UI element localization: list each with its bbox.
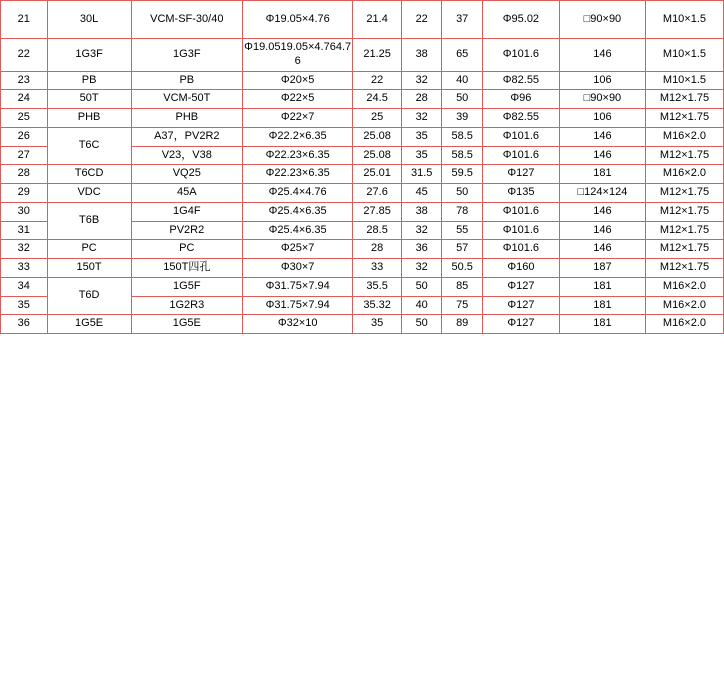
table-row <box>1 259 724 278</box>
cell-square: 146 <box>559 146 645 165</box>
table-row <box>1 71 724 90</box>
cell-val_c: 85 <box>442 277 483 296</box>
cell-diameter: Φ82.55 <box>482 71 559 90</box>
cell-square: 181 <box>559 315 645 334</box>
cell-val_a: 21.4 <box>353 1 402 39</box>
cell-val_c: 65 <box>442 39 483 72</box>
cell-dimension: Φ25×7 <box>242 240 352 259</box>
cell-thread: M12×1.75 <box>645 221 723 240</box>
cell-model: PV2R2 <box>131 221 242 240</box>
table-row <box>1 90 724 109</box>
cell-no: 31 <box>1 221 48 240</box>
cell-thread: M12×1.75 <box>645 240 723 259</box>
cell-val_a: 25.08 <box>353 146 402 165</box>
cell-val_b: 50 <box>401 277 442 296</box>
cell-no: 32 <box>1 240 48 259</box>
cell-val_b: 38 <box>401 39 442 72</box>
cell-no: 28 <box>1 165 48 184</box>
cell-val_c: 50 <box>442 184 483 203</box>
cell-val_c: 58.5 <box>442 146 483 165</box>
cell-no: 21 <box>1 1 48 39</box>
cell-model_group: VDC <box>47 184 131 203</box>
cell-thread: M12×1.75 <box>645 146 723 165</box>
cell-model: PB <box>131 71 242 90</box>
cell-thread: M16×2.0 <box>645 296 723 315</box>
cell-square: 146 <box>559 240 645 259</box>
cell-val_c: 37 <box>442 1 483 39</box>
cell-square: 181 <box>559 296 645 315</box>
specification-table <box>0 0 724 334</box>
cell-val_a: 33 <box>353 259 402 278</box>
table-body <box>1 1 724 334</box>
cell-diameter: Φ101.6 <box>482 39 559 72</box>
cell-val_b: 35 <box>401 127 442 146</box>
cell-val_c: 50 <box>442 90 483 109</box>
cell-model: 45A <box>131 184 242 203</box>
cell-square: 106 <box>559 109 645 128</box>
cell-model_group: T6B <box>47 202 131 240</box>
cell-model: 150T四孔 <box>131 259 242 278</box>
cell-diameter: Φ127 <box>482 165 559 184</box>
table-row <box>1 277 724 296</box>
cell-square: 146 <box>559 39 645 72</box>
cell-no: 24 <box>1 90 48 109</box>
cell-diameter: Φ135 <box>482 184 559 203</box>
cell-val_a: 35.32 <box>353 296 402 315</box>
cell-diameter: Φ101.6 <box>482 221 559 240</box>
cell-no: 26 <box>1 127 48 146</box>
cell-dimension: Φ30×7 <box>242 259 352 278</box>
cell-model: 1G5F <box>131 277 242 296</box>
cell-model: VCM-SF-30/40 <box>131 1 242 39</box>
cell-dimension: Φ31.75×7.94 <box>242 296 352 315</box>
cell-square: 146 <box>559 127 645 146</box>
cell-model_group: T6C <box>47 127 131 165</box>
cell-val_b: 50 <box>401 315 442 334</box>
cell-thread: M16×2.0 <box>645 277 723 296</box>
cell-val_b: 32 <box>401 71 442 90</box>
cell-model_group: T6D <box>47 277 131 315</box>
cell-diameter: Φ127 <box>482 277 559 296</box>
cell-model: A37，PV2R2 <box>131 127 242 146</box>
table-row <box>1 240 724 259</box>
table-row <box>1 202 724 221</box>
cell-dimension: Φ22.23×6.35 <box>242 165 352 184</box>
cell-val_b: 45 <box>401 184 442 203</box>
cell-val_a: 27.6 <box>353 184 402 203</box>
cell-square: 146 <box>559 221 645 240</box>
cell-dimension: Φ32×10 <box>242 315 352 334</box>
cell-diameter: Φ101.6 <box>482 146 559 165</box>
table-row <box>1 315 724 334</box>
cell-thread: M12×1.75 <box>645 202 723 221</box>
cell-thread: M12×1.75 <box>645 90 723 109</box>
cell-no: 36 <box>1 315 48 334</box>
cell-val_b: 22 <box>401 1 442 39</box>
cell-model_group: 1G5E <box>47 315 131 334</box>
cell-model: 1G4F <box>131 202 242 221</box>
cell-diameter: Φ96 <box>482 90 559 109</box>
cell-square: 106 <box>559 71 645 90</box>
cell-model_group: PB <box>47 71 131 90</box>
cell-val_c: 50.5 <box>442 259 483 278</box>
cell-model: 1G2R3 <box>131 296 242 315</box>
cell-no: 30 <box>1 202 48 221</box>
cell-val_a: 28.5 <box>353 221 402 240</box>
cell-dimension: Φ25.4×6.35 <box>242 221 352 240</box>
cell-diameter: Φ101.6 <box>482 202 559 221</box>
cell-diameter: Φ127 <box>482 315 559 334</box>
cell-val_c: 78 <box>442 202 483 221</box>
cell-model_group: 50T <box>47 90 131 109</box>
cell-model: VQ25 <box>131 165 242 184</box>
cell-val_b: 38 <box>401 202 442 221</box>
cell-dimension: Φ22×7 <box>242 109 352 128</box>
cell-val_a: 22 <box>353 71 402 90</box>
cell-val_a: 21.25 <box>353 39 402 72</box>
cell-thread: M10×1.5 <box>645 1 723 39</box>
table-row <box>1 165 724 184</box>
cell-dimension: Φ19.0519.05×4.764.76 <box>242 39 352 72</box>
cell-diameter: Φ101.6 <box>482 127 559 146</box>
table-row <box>1 109 724 128</box>
cell-val_a: 25.08 <box>353 127 402 146</box>
cell-model: 1G3F <box>131 39 242 72</box>
cell-val_c: 57 <box>442 240 483 259</box>
cell-thread: M12×1.75 <box>645 109 723 128</box>
cell-dimension: Φ19.05×4.76 <box>242 1 352 39</box>
cell-no: 27 <box>1 146 48 165</box>
cell-val_c: 55 <box>442 221 483 240</box>
cell-val_c: 75 <box>442 296 483 315</box>
cell-square: □124×124 <box>559 184 645 203</box>
cell-val_b: 35 <box>401 146 442 165</box>
cell-val_b: 28 <box>401 90 442 109</box>
cell-val_b: 40 <box>401 296 442 315</box>
cell-thread: M12×1.75 <box>645 184 723 203</box>
cell-square: □90×90 <box>559 90 645 109</box>
cell-model_group: 1G3F <box>47 39 131 72</box>
cell-thread: M16×2.0 <box>645 127 723 146</box>
cell-dimension: Φ31.75×7.94 <box>242 277 352 296</box>
cell-val_c: 40 <box>442 71 483 90</box>
cell-diameter: Φ82.55 <box>482 109 559 128</box>
cell-no: 25 <box>1 109 48 128</box>
cell-no: 23 <box>1 71 48 90</box>
cell-thread: M16×2.0 <box>645 165 723 184</box>
cell-val_b: 31.5 <box>401 165 442 184</box>
cell-square: 181 <box>559 165 645 184</box>
cell-dimension: Φ22.23×6.35 <box>242 146 352 165</box>
cell-thread: M16×2.0 <box>645 315 723 334</box>
cell-val_a: 24.5 <box>353 90 402 109</box>
cell-val_c: 39 <box>442 109 483 128</box>
table-row <box>1 39 724 72</box>
cell-val_b: 32 <box>401 259 442 278</box>
cell-val_b: 32 <box>401 221 442 240</box>
cell-val_a: 27.85 <box>353 202 402 221</box>
table-row <box>1 184 724 203</box>
table-row <box>1 127 724 146</box>
cell-diameter: Φ160 <box>482 259 559 278</box>
cell-val_a: 28 <box>353 240 402 259</box>
cell-no: 34 <box>1 277 48 296</box>
cell-val_a: 25.01 <box>353 165 402 184</box>
cell-model_group: PC <box>47 240 131 259</box>
cell-diameter: Φ101.6 <box>482 240 559 259</box>
cell-model: 1G5E <box>131 315 242 334</box>
cell-model_group: PHB <box>47 109 131 128</box>
cell-val_a: 25 <box>353 109 402 128</box>
cell-diameter: Φ127 <box>482 296 559 315</box>
cell-val_c: 58.5 <box>442 127 483 146</box>
cell-thread: M10×1.5 <box>645 39 723 72</box>
cell-val_b: 36 <box>401 240 442 259</box>
cell-dimension: Φ22×5 <box>242 90 352 109</box>
cell-model_group: 30L <box>47 1 131 39</box>
cell-model: PC <box>131 240 242 259</box>
cell-val_a: 35 <box>353 315 402 334</box>
cell-model: PHB <box>131 109 242 128</box>
cell-val_a: 35.5 <box>353 277 402 296</box>
cell-model: V23，V38 <box>131 146 242 165</box>
table-row <box>1 1 724 39</box>
cell-thread: M10×1.5 <box>645 71 723 90</box>
cell-dimension: Φ22.2×6.35 <box>242 127 352 146</box>
cell-dimension: Φ25.4×6.35 <box>242 202 352 221</box>
cell-val_b: 32 <box>401 109 442 128</box>
cell-square: 181 <box>559 277 645 296</box>
cell-no: 33 <box>1 259 48 278</box>
cell-dimension: Φ25.4×4.76 <box>242 184 352 203</box>
cell-val_c: 89 <box>442 315 483 334</box>
cell-dimension: Φ20×5 <box>242 71 352 90</box>
cell-no: 22 <box>1 39 48 72</box>
cell-thread: M12×1.75 <box>645 259 723 278</box>
cell-square: 146 <box>559 202 645 221</box>
cell-diameter: Φ95.02 <box>482 1 559 39</box>
cell-no: 29 <box>1 184 48 203</box>
cell-model_group: 150T <box>47 259 131 278</box>
cell-no: 35 <box>1 296 48 315</box>
cell-model_group: T6CD <box>47 165 131 184</box>
cell-square: □90×90 <box>559 1 645 39</box>
cell-square: 187 <box>559 259 645 278</box>
cell-val_c: 59.5 <box>442 165 483 184</box>
cell-model: VCM-50T <box>131 90 242 109</box>
